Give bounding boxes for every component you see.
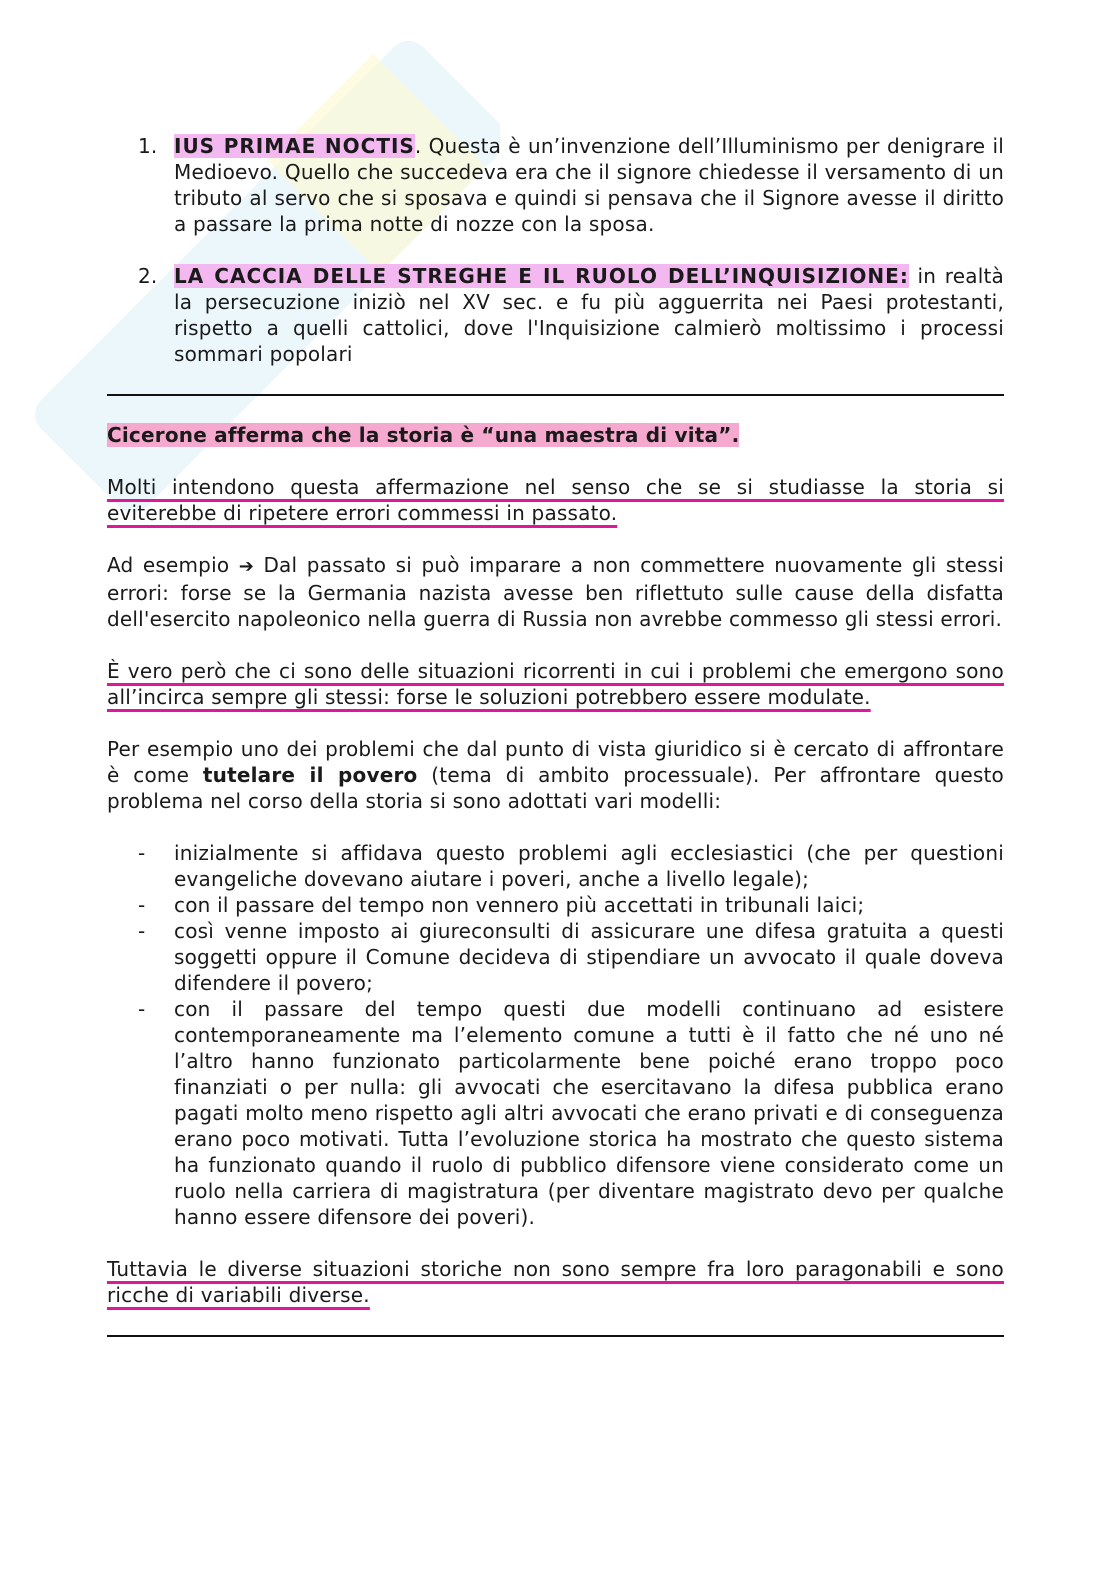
item-title: LA CACCIA DELLE STREGHE E IL RUOLO DELL’INQUISIZIONE: (174, 264, 909, 288)
document-content (107, 133, 1004, 1337)
bullet-text: con il passare del tempo non vennero più accettati in tribunali laici; (174, 893, 865, 917)
paragraph-text: Per esempio uno dei problemi che dal punto di vista giuridico si è cercato di affrontare è come (107, 737, 1004, 787)
heading-text: Cicerone afferma che la storia è “una maestra di vita”. (107, 423, 740, 447)
lead-text: Ad esempio (107, 553, 230, 577)
arrow-right-icon: ➔ (238, 556, 255, 577)
bullet-dash: - (138, 893, 146, 917)
paragraph (107, 1256, 1004, 1308)
paragraph (107, 474, 1004, 526)
bullet-item (107, 918, 1004, 996)
bullet-text: così venne imposto ai giureconsulti di assicurare une difesa gratuita a questi soggetti oppure il Comune decideva di stipendiare un avvocato il quale doveva difendere il povero; (174, 919, 1004, 995)
underlined-text: Molti intendono questa affermazione nel senso che se si studiasse la storia si eviterebbe di ripetere errori commessi in passato. (107, 475, 1004, 525)
item-text: . Questa è un’invenzione dell’Illuminismo per denigrare il Medioevo. Quello che succedeva era che il signore chiedesse il versamento di un tributo al servo che si sposava e quindi si pensava che il Signore avesse il diritto a passare la prima notte di nozze con la sposa. (174, 134, 1004, 236)
bullet-text: inizialmente si affidava questo problemi agli ecclesiastici (che per questioni evangeliche dovevano aiutare i poveri, anche a livello legale); (174, 841, 1004, 891)
paragraph-text: Dal passato si può imparare a non commettere nuovamente gli stessi errori: forse se la Germania nazista avesse ben riflettuto sulle cause della disfatta dell'esercito napoleonico nella guerra di Russia non avrebbe commesso gli stessi errori. (107, 553, 1004, 631)
bullet-text: con il passare del tempo questi due modelli continuano ad esistere contemporaneamente ma l’elemento comune a tutti è il fatto che né uno né l’altro hanno funzionato particolarmente bene poiché erano troppo poco finanziati o per nulla: gli avvocati che esercitavano la difesa pubblica erano pagati molto meno rispetto agli altri avvocati che erano privati e di conseguenza erano poco motivati. Tutta l’evoluzione storica ha mostrato che questo sistema ha funzionato quando il ruolo di pubblico difensore viene considerato come un ruolo nella carriera di magistratura (per diventare magistrato devo per qualche hanno essere difensore dei poveri). (174, 997, 1004, 1229)
paragraph (107, 736, 1004, 814)
paragraph-text: (tema di ambito processuale). Per affrontare questo problema nel corso della storia si sono adottati vari modelli: (107, 763, 1004, 813)
underlined-text: È vero però che ci sono delle situazioni ricorrenti in cui i problemi che emergono sono all’incirca sempre gli stessi: forse le soluzioni potrebbero essere modulate. (107, 659, 1004, 709)
bullet-item (107, 996, 1004, 1230)
item-text: in realtà la persecuzione iniziò nel XV sec. e fu più agguerrita nei Paesi protestanti, rispetto a quelli cattolici, dove l'Inquisizione calmierò moltissimo i processi sommari popolari (174, 264, 1004, 366)
list-number: 1. (138, 134, 158, 158)
section-heading (107, 422, 1004, 448)
bullet-dash: - (138, 841, 146, 865)
item-title: IUS PRIMAE NOCTIS (174, 134, 415, 158)
paragraph (107, 658, 1004, 710)
bullet-item (107, 892, 1004, 918)
list-item (107, 263, 1004, 367)
bullet-dash: - (138, 919, 146, 943)
list-item (107, 133, 1004, 237)
bold-text: tutelare il povero (202, 763, 418, 787)
bullet-dash: - (138, 997, 146, 1021)
bullet-item (107, 840, 1004, 892)
list-number: 2. (138, 264, 158, 288)
underlined-text: Tuttavia le diverse situazioni storiche non sono sempre fra loro paragonabili e sono ricche di variabili diverse. (107, 1257, 1004, 1307)
horizontal-rule (107, 1335, 1004, 1337)
paragraph (107, 552, 1004, 632)
